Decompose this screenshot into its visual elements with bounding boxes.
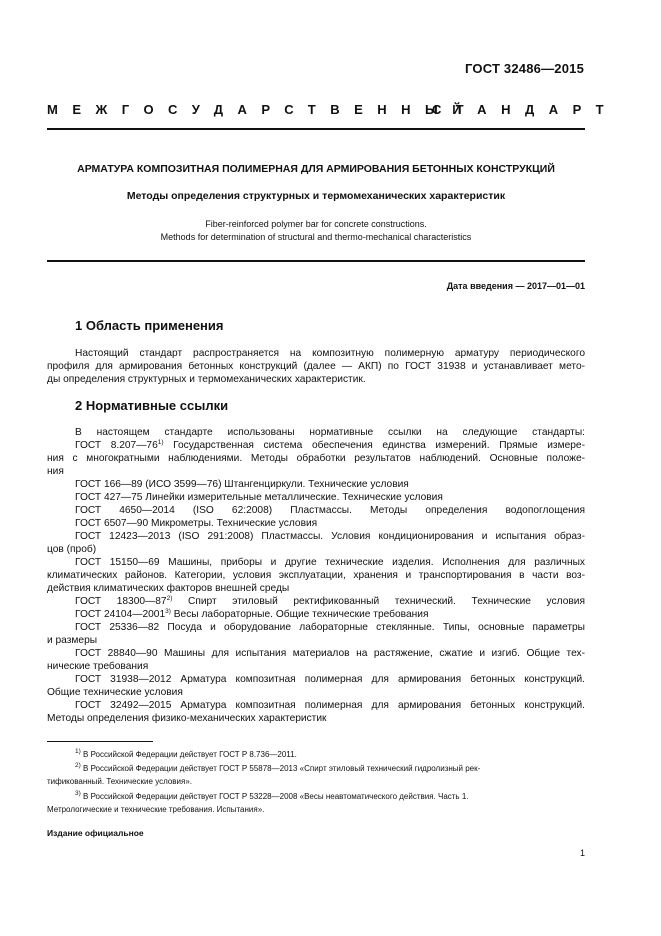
reference-code: ГОСТ 24104—2001 [75, 609, 166, 620]
footnote-mark: 3) [75, 790, 81, 797]
reference-line: цов (проб) [47, 544, 97, 555]
reference-line: ГОСТ 32492—2015 Арматура композитная полимерная для армирования бетонных конструкций. [75, 700, 585, 711]
reference-text: Весы лабораторные. Общие технические требования [173, 609, 429, 620]
section1-line: ды определения структурных и термомеханических характеристик. [47, 374, 366, 385]
official-edition-label: Издание официальное [47, 828, 144, 838]
footnote-3-cont: Метрологические и технические требования. Испытания». [47, 805, 265, 814]
footnote-mark: 3) [165, 608, 171, 615]
reference-line: ГОСТ 31938—2012 Арматура композитная полимерная для армирования бетонных конструкций. [75, 674, 585, 685]
introduction-date: Дата введения — 2017—01—01 [446, 281, 585, 291]
reference-line [75, 609, 585, 622]
section1-line: профиля для армирования бетонных конструкций (далее — АКП) по ГОСТ 31938 и устанавливает мето- [47, 361, 585, 372]
gost-number: ГОСТ 32486—2015 [465, 61, 584, 76]
section2-heading: 2 Нормативные ссылки [75, 398, 229, 413]
reference-line: и размеры [47, 635, 98, 646]
footnote-text: В Российской Федерации действует ГОСТ Р 8.736—2011. [83, 750, 297, 759]
footnote-2 [75, 762, 585, 775]
reference-line: Методы определения физико-механических характеристик [47, 713, 327, 724]
reference-line: ГОСТ 6507—90 Микрометры. Технические условия [75, 518, 318, 529]
footnote-3 [75, 790, 585, 803]
reference-line [75, 596, 585, 609]
reference-line: ния [47, 466, 64, 477]
footnote-mark: 1) [75, 748, 81, 755]
reference-line: Общие технические условия [47, 687, 183, 698]
reference-line: ГОСТ 25336—82 Посуда и оборудование лабораторные стеклянные. Типы, основные параметры [75, 622, 585, 633]
footnote-2-cont: тификованный. Технические условия». [47, 777, 193, 786]
english-title-line2: Methods for determination of structural and thermo-mechanical characteristics [160, 232, 472, 242]
reference-code: ГОСТ 8.207—76 [75, 440, 158, 451]
title-rule [47, 260, 585, 262]
footnote-1 [75, 748, 585, 761]
section1-line: Настоящий стандарт распространяется на композитную полимерную арматуру периодического [75, 348, 585, 359]
reference-code: ГОСТ 18300—87 [75, 596, 167, 607]
footnote-text: В Российской Федерации действует ГОСТ Р 55878—2013 «Спирт этиловый технический гидролизный рек- [83, 764, 481, 773]
reference-line: нические требования [47, 661, 149, 672]
english-title-line1: Fiber-reinforced polymer bar for concrete constructions. [205, 219, 427, 229]
reference-line: ГОСТ 427—75 Линейки измерительные металлические. Технические условия [75, 492, 443, 503]
footnote-mark: 1) [157, 439, 164, 446]
interstate-word: МЕЖГОСУДАРСТВЕННЫЙ [47, 102, 477, 117]
reference-line: действия климатических факторов внешней среды [47, 583, 290, 594]
reference-line: ГОСТ 4650—2014 (ISO 62:2008) Пластмассы. Методы определения водопоглощения [75, 505, 585, 516]
reference-line: ГОСТ 28840—90 Машины для испытания материалов на растяжение, сжатие и изгиб. Общие тех- [75, 648, 585, 659]
section2-intro: В настоящем стандарте использованы нормативные ссылки на следующие стандарты: [75, 427, 585, 438]
standard-word: СТАНДАРТ [432, 102, 619, 117]
top-rule [47, 128, 585, 130]
page-number: 1 [579, 848, 585, 858]
reference-line: ГОСТ 12423—2013 (ISO 291:2008) Пластмассы. Условия кондиционирования и испытания образ- [75, 531, 585, 542]
footnote-mark: 2) [166, 595, 173, 602]
reference-line: ГОСТ 15150—69 Машины, приборы и другие технические изделия. Исполнения для различных [75, 557, 585, 568]
reference-line: ГОСТ 166—89 (ИСО 3599—76) Штангенциркули. Технические условия [75, 479, 409, 490]
document-title: АРМАТУРА КОМПОЗИТНАЯ ПОЛИМЕРНАЯ ДЛЯ АРМИРОВАНИЯ БЕТОННЫХ КОНСТРУКЦИЙ [77, 163, 555, 175]
reference-line [75, 440, 585, 453]
reference-line: ния с многократными наблюдениями. Методы обработки результатов наблюдений. Основные положе- [47, 453, 585, 464]
reference-line: климатических районов. Категории, условия эксплуатации, хранения и транспортирования в части воз- [47, 570, 585, 581]
reference-text: Государственная система обеспечения единства измерений. Прямые измере- [173, 440, 585, 451]
reference-text: Спирт этиловый ректификованный технический. Технические условия [187, 596, 585, 607]
document-subtitle: Методы определения структурных и термомеханических характеристик [126, 190, 506, 202]
footnote-rule [47, 741, 153, 742]
footnote-text: В Российской Федерации действует ГОСТ Р 53228—2008 «Весы неавтоматического действия. Часть 1. [83, 792, 469, 801]
section1-heading: 1 Область применения [75, 318, 224, 333]
footnote-mark: 2) [75, 762, 81, 769]
